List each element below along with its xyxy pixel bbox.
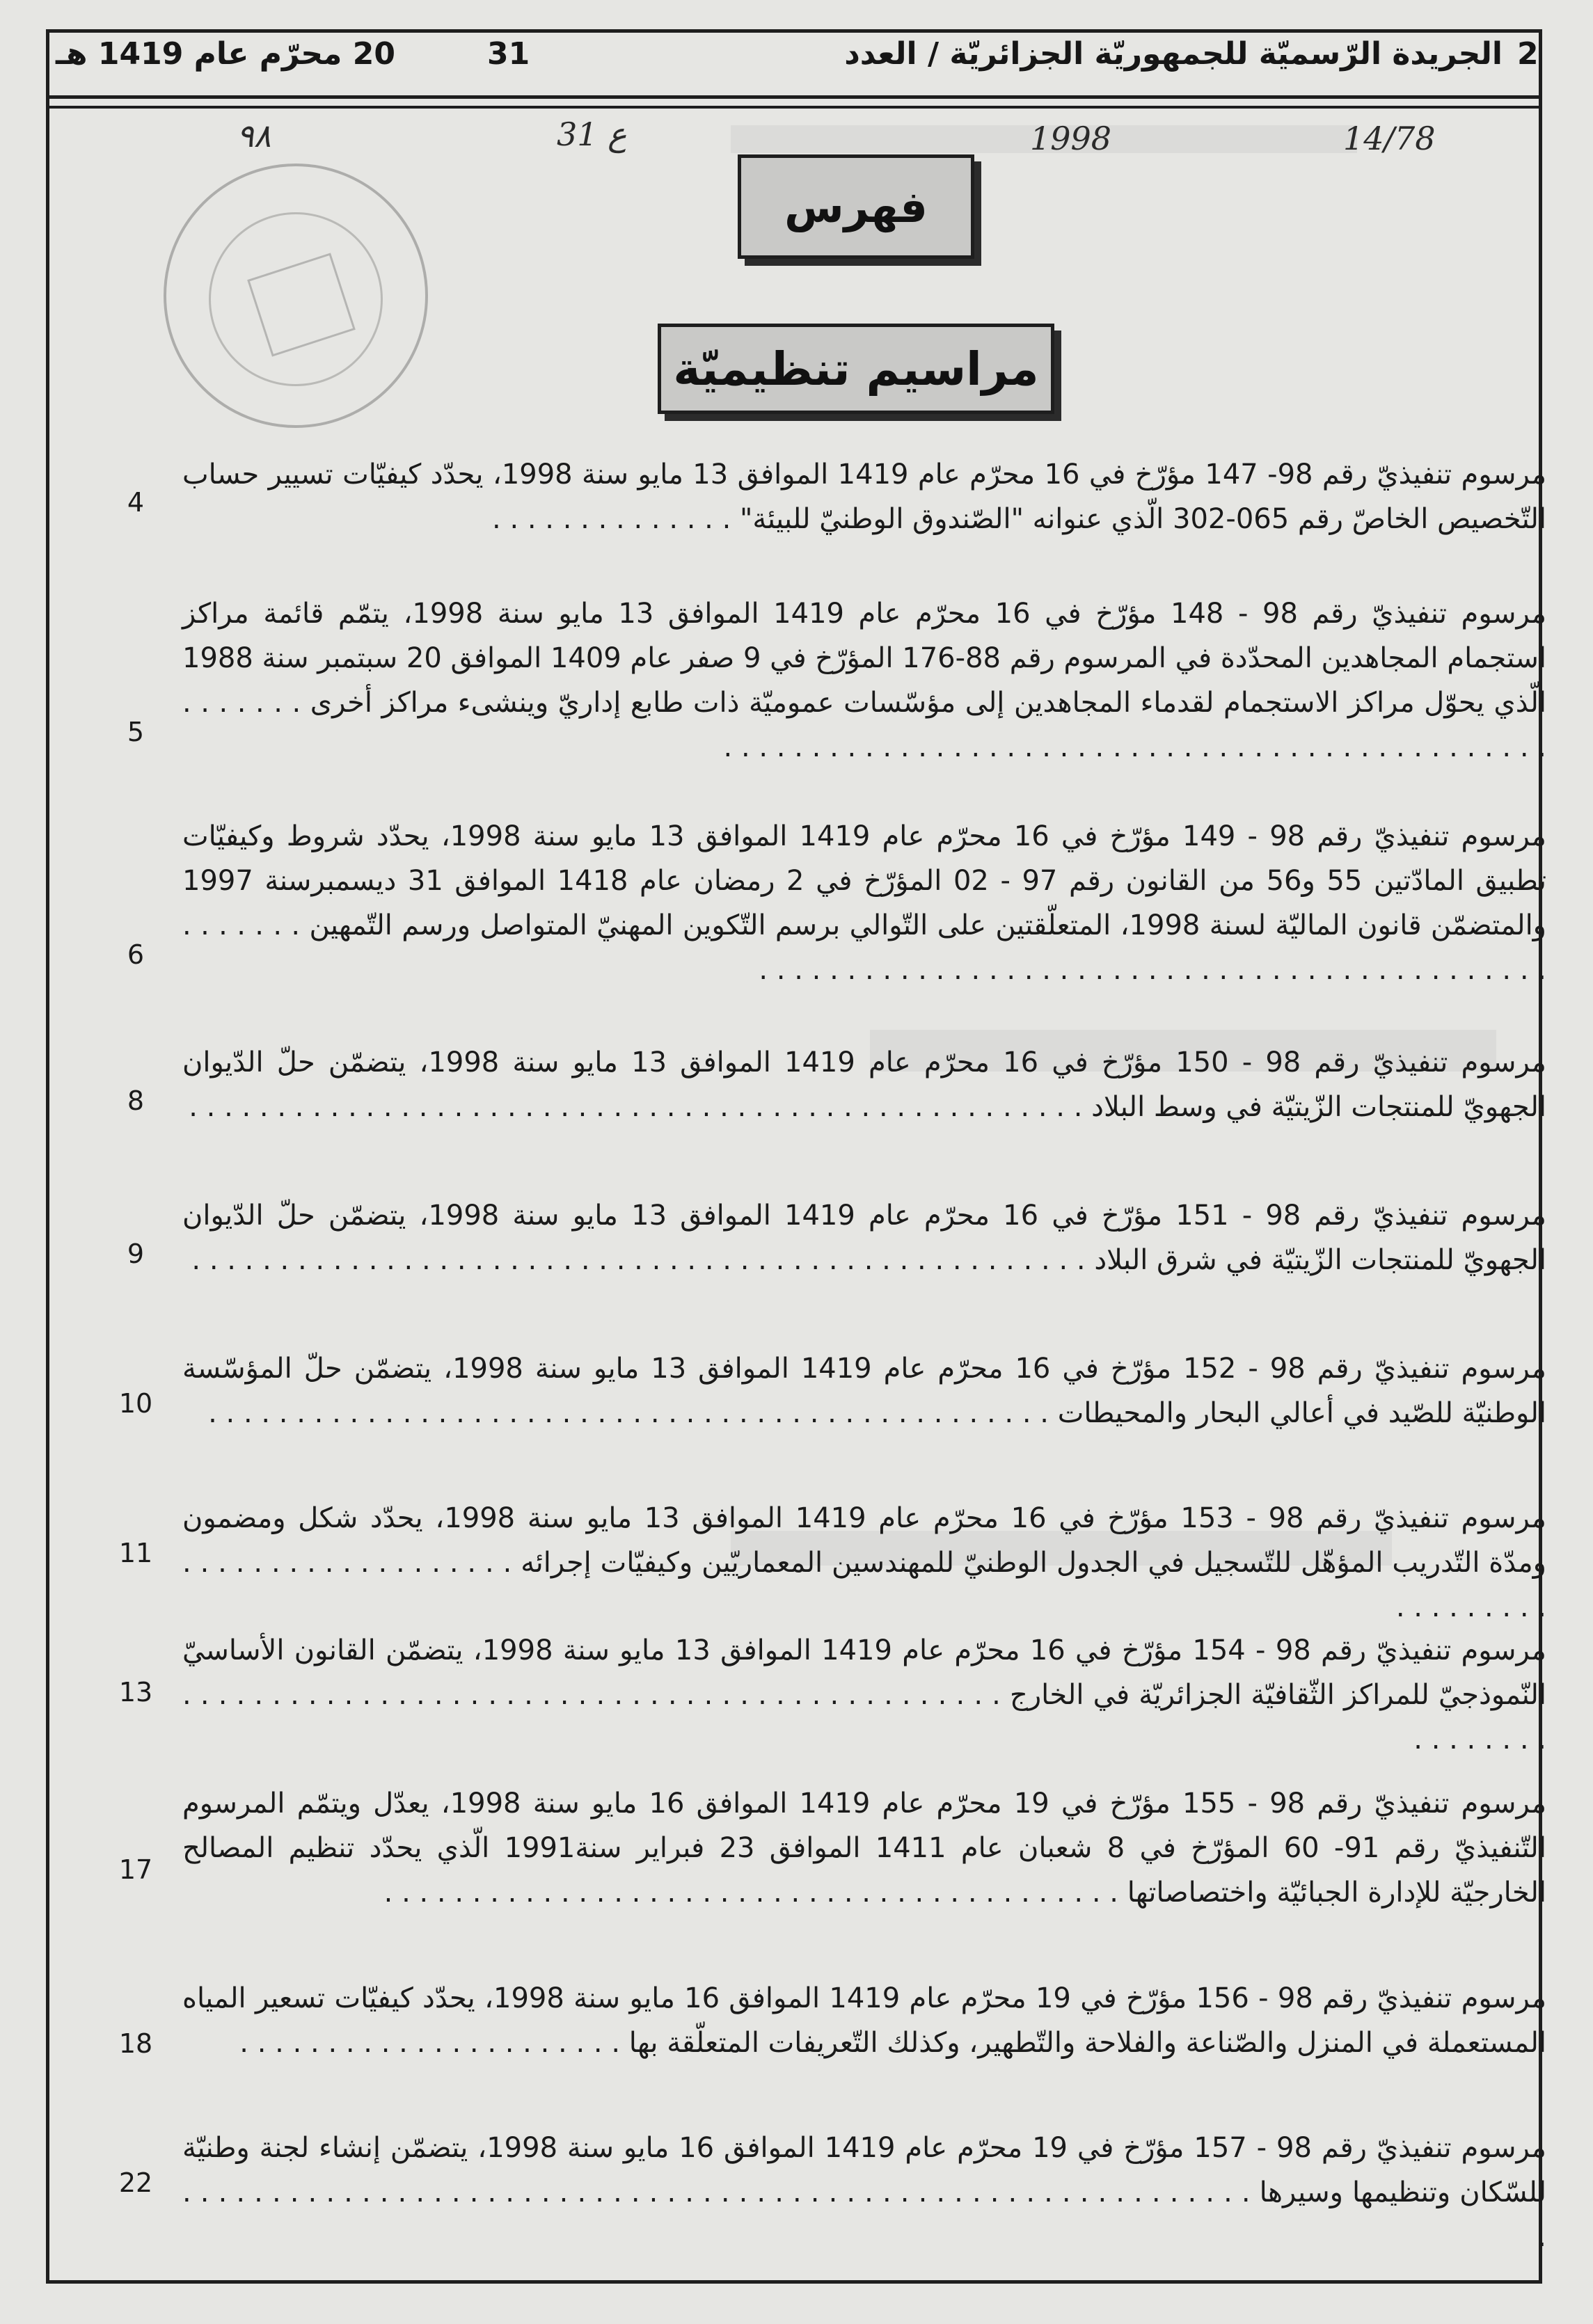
toc-entry-page: 18	[118, 2028, 153, 2059]
leader-dots: . . . . . . . . . . . . . . . . . . . . . . . . . . . . . . . . . . . . . . . . . . . . . . . . . . .	[189, 1091, 1092, 1123]
toc-entry-text: مرسوم تنفيذيّ رقم 98- 147 مؤرّخ في 16 محرّم عام 1419 الموافق 13 مايو سنة 1998، يحدّد كيفيّات تسيير حساب التّخصيص الخاصّ رقم 065-302 الّذي عنوانه "الصّندوق الوطنيّ للبيئة"	[182, 459, 1546, 535]
toc-entry-text: مرسوم تنفيذيّ رقم 98 - 154 مؤرّخ في 16 محرّم عام 1419 الموافق 13 مايو سنة 1998، يتضمّن القانون الأساسيّ النّموذجيّ للمراكز الثّقافيّة الجزائريّة في الخارج	[182, 1634, 1547, 1711]
toc-entry-page: 9	[127, 1239, 145, 1269]
handwritten-note: 14/78	[1343, 120, 1436, 157]
leader-dots: . . . . . . . . . . . . . .	[492, 503, 740, 535]
toc-entry-page: 4	[127, 487, 145, 518]
header-date: 20 محرّم عام 1419 هـ	[56, 36, 395, 72]
index-title-box	[738, 154, 974, 259]
leader-dots: . . . . . . . . . . . . . . . . . . . . . . . . . . . . . . . . . . . . . . . . . . . . . . . . . . .	[191, 1244, 1095, 1276]
toc-entry-text: مرسوم تنفيذيّ رقم 98 - 148 مؤرّخ في 16 محرّم عام 1419 الموافق 13 مايو سنة 1998، يتمّم قائمة مراكز استجمام المجاهدين المحدّدة في المرسوم رقم 88-176 المؤرّخ في 9 صفر عام 1409 الموافق 20 سبتمبر سنة 1988 الّذي يحوّل مراكز الاستجمام لقدماء المجاهدين إلى مؤسّسات عموميّة ذات طابع إداريّ وينشىء مراكز أخرى	[182, 598, 1546, 719]
header-rule	[46, 106, 1542, 109]
leader-dots: . . . . . . . . . . . . . . . . . . . . . . . . . . . .	[182, 1547, 1546, 1623]
toc-entry	[182, 1040, 1546, 1129]
toc-entry-page: 8	[127, 1085, 145, 1116]
toc-entry	[182, 1628, 1546, 1762]
leader-dots: . . . . . . . . . . . . . . . . . . . . . . . . . . . . . . . . . . . . . . . . . . . . . . . . . . . . . . . . . . . . .	[182, 2176, 1546, 2253]
toc-entry	[182, 1976, 1546, 2065]
section-title: مراسيم تنظيميّة	[673, 342, 1039, 396]
toc-entry	[182, 1496, 1546, 1630]
leader-dots: . . . . . . . . . . . . . . . . . . . . . . . . . . . . . . . . . . . . . . . . . . . . . . . . . . . .	[182, 909, 1546, 986]
toc-entry	[182, 452, 1546, 541]
handwritten-note: 1998	[1030, 120, 1112, 157]
toc-entry-page: 10	[118, 1388, 153, 1419]
handwritten-note: 31 ع	[557, 116, 627, 153]
toc-entry-page: 11	[118, 1538, 153, 1568]
toc-entry	[182, 2126, 1546, 2259]
toc-entry-page: 5	[127, 717, 145, 747]
toc-entry-text: مرسوم تنفيذيّ رقم 98 - 151 مؤرّخ في 16 محرّم عام 1419 الموافق 13 مايو سنة 1998، يتضمّن حلّ الدّيوان الجهويّ للمنتجات الزّيتيّة في شرق البلاد	[182, 1200, 1546, 1276]
toc-entry-text: مرسوم تنفيذيّ رقم 98 - 149 مؤرّخ في 16 محرّم عام 1419 الموافق 13 مايو سنة 1998، يحدّد شروط وكيفيّات تطبيق المادّتين 55 و56 من القانون رقم 97 - 02 المؤرّخ في 2 رمضان عام 1418 الموافق 31 ديسمبرسنة 1997 والمتضمّن قانون الماليّة لسنة 1998، المتعلّقتين على التّوالي برسم التّكوين المهنيّ المتواصل ورسم التّمهين	[182, 820, 1546, 941]
toc-entry-text: مرسوم تنفيذيّ رقم 98 - 152 مؤرّخ في 16 محرّم عام 1419 الموافق 13 مايو سنة 1998، يتضمّن حلّ المؤسّسة الوطنيّة للصّيد في أعالي البحار والمحيطات	[182, 1353, 1546, 1429]
toc-entry	[182, 814, 1546, 992]
handwritten-note: ٩٨	[237, 117, 271, 154]
section-title-box	[658, 324, 1054, 414]
toc-entry	[182, 1781, 1546, 1915]
toc-entry-page: 13	[118, 1677, 153, 1708]
toc-entry-page: 17	[118, 1854, 153, 1885]
toc-entry-text: مرسوم تنفيذيّ رقم 98 - 157 مؤرّخ في 19 محرّم عام 1419 الموافق 16 مايو سنة 1998، يتضمّن إنشاء لجنة وطنيّة للسّكان وتنظيمها وسيرها	[182, 2132, 1547, 2208]
toc-entry-text: مرسوم تنفيذيّ رقم 98 - 150 مؤرّخ في 16 محرّم عام 1419 الموافق 13 مايو سنة 1998، يتضمّن حلّ الدّيوان الجهويّ للمنتجات الزّيتيّة في وسط البلاد	[182, 1046, 1546, 1123]
index-title: فهرس	[784, 181, 928, 232]
toc-entry-text: مرسوم تنفيذيّ رقم 98 - 155 مؤرّخ في 19 محرّم عام 1419 الموافق 16 مايو سنة 1998، يعدّل ويتمّم المرسوم التّنفيذيّ رقم 91- 60 المؤرّخ في 8 شعبان عام 1411 الموافق 23 فبراير سنة1991 الّذي يحدّد تنظيم المصالح الخارجيّة للإدارة الجبائيّة واختصاصاتها	[182, 1788, 1546, 1909]
toc-entry-page: 6	[127, 939, 145, 970]
header-issue-number: 31	[487, 36, 530, 72]
leader-dots: . . . . . . . . . . . . . . . . . . . . . . . . . . . . . . . . . . . . . . . . . .	[383, 1877, 1127, 1909]
toc-entry-page: 22	[118, 2167, 153, 2198]
leader-dots: . . . . . . . . . . . . . . . . . . . . . . . . . . . . . . . . . . . . . . . . . . . . . . . . . . . . . .	[182, 1679, 1546, 1756]
leader-dots: . . . . . . . . . . . . . . . . . . . . . .	[239, 2027, 629, 2059]
leader-dots: . . . . . . . . . . . . . . . . . . . . . . . . . . . . . . . . . . . . . . . . . . . . . . . . . . . . . .	[182, 687, 1546, 763]
toc-entry-text: مرسوم تنفيذيّ رقم 98 - 156 مؤرّخ في 19 محرّم عام 1419 الموافق 16 مايو سنة 1998، يحدّد كيفيّات تسعير المياه المستعملة في المنزل والصّناعة والفلاحة والتّطهير، وكذلك التّعريفات المتعلّقة بها	[182, 1982, 1547, 2059]
toc-entry	[182, 1193, 1546, 1282]
toc-entry-text: مرسوم تنفيذيّ رقم 98 - 153 مؤرّخ في 16 محرّم عام 1419 الموافق 13 مايو سنة 1998، يحدّد شكل ومضمون ومدّة التّدريب المؤهّل للتّسجيل في الجدول الوطنيّ للمهندسين المعماريّين وكيفيّات إجرائه	[182, 1502, 1546, 1579]
leader-dots: . . . . . . . . . . . . . . . . . . . . . . . . . . . . . . . . . . . . . . . . . . . . . . . .	[208, 1397, 1058, 1429]
toc-entry	[182, 591, 1546, 770]
toc-entry	[182, 1346, 1546, 1435]
header-title: الجريدة الرّسميّة للجمهوريّة الجزائريّة / العدد	[844, 36, 1503, 72]
header-page-number: 2	[1517, 36, 1539, 72]
